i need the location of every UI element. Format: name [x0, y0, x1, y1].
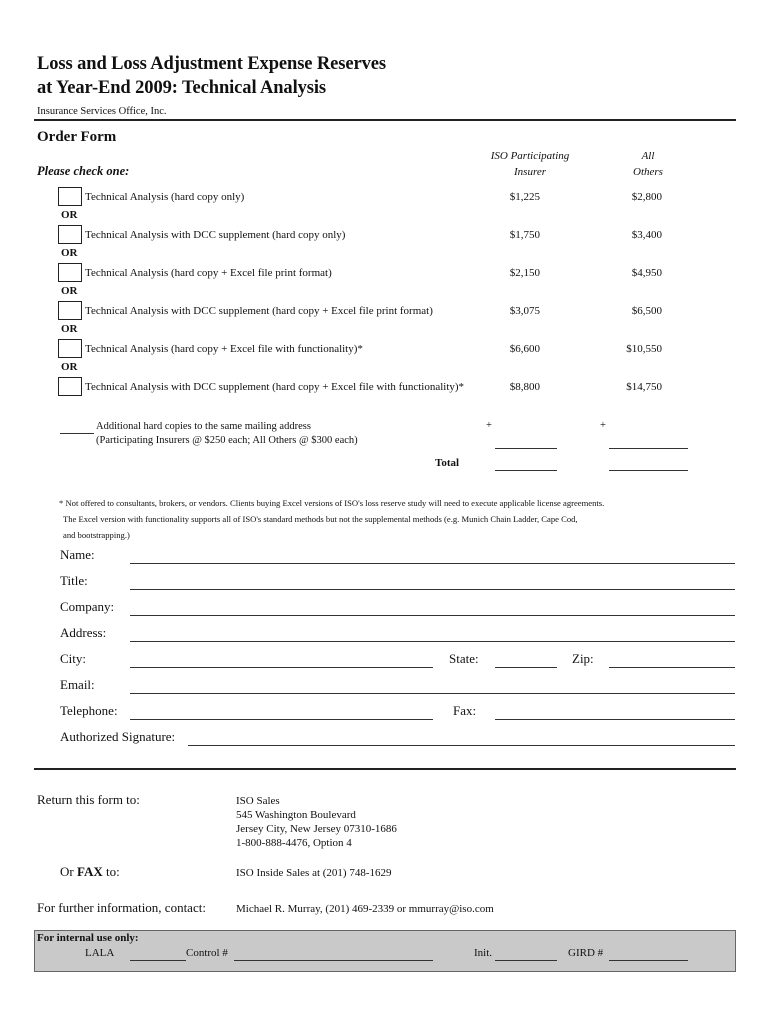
option-price-all-1: $2,800: [631, 191, 662, 203]
option-price-iso-1: $1,225: [509, 191, 540, 203]
gird-label: GIRD #: [568, 947, 604, 959]
signature-field[interactable]: [188, 731, 735, 746]
col-header-iso-line1: ISO Participating: [490, 150, 570, 162]
lala-line[interactable]: [130, 960, 186, 961]
return-address-line-4: 1-800-888-4476, Option 4: [236, 837, 352, 849]
title-line-1: Loss and Loss Adjustment Expense Reserves: [37, 54, 386, 74]
name-label: Name:: [60, 547, 95, 562]
plus-sign-iso: +: [486, 420, 492, 431]
option-label-2: Technical Analysis with DCC supplement (hard copy only): [85, 229, 346, 241]
option-price-all-6: $14,750: [626, 381, 662, 393]
title-field[interactable]: [130, 575, 735, 590]
col-header-all-line1: All: [641, 150, 655, 162]
option-checkbox-3[interactable]: [58, 263, 82, 282]
zip-field[interactable]: [609, 653, 735, 668]
fax-to-label: [60, 864, 120, 880]
option-label-1: Technical Analysis (hard copy only): [85, 191, 245, 203]
return-address-line-3: Jersey City, New Jersey 07310-1686: [236, 823, 397, 835]
or-separator-3: OR: [61, 285, 78, 297]
option-checkbox-4[interactable]: [58, 301, 82, 320]
info-label: For further information, contact:: [37, 900, 206, 915]
telephone-label: Telephone:: [60, 703, 118, 718]
internal-use-title: For internal use only:: [37, 932, 139, 944]
telephone-field[interactable]: [130, 705, 433, 720]
option-price-all-4: $6,500: [631, 305, 662, 317]
company-label: Company:: [60, 599, 115, 614]
contact-divider: [34, 768, 736, 770]
fax-to-suffix: to:: [102, 864, 120, 879]
additional-iso-line[interactable]: [495, 448, 557, 449]
company-field[interactable]: [130, 601, 735, 616]
email-field[interactable]: [130, 679, 735, 694]
option-price-all-2: $3,400: [631, 229, 662, 241]
name-field[interactable]: [130, 549, 735, 564]
city-field[interactable]: [130, 653, 433, 668]
col-header-all-line2: Others: [633, 166, 663, 178]
total-all-line[interactable]: [609, 470, 688, 471]
option-price-iso-3: $2,150: [509, 267, 540, 279]
document-title: [37, 52, 386, 100]
option-label-5: Technical Analysis (hard copy + Excel file with functionality)*: [85, 343, 363, 355]
fax-field[interactable]: [495, 705, 735, 720]
return-address: [236, 794, 397, 850]
email-label: Email:: [60, 677, 95, 692]
additional-copies-text: [96, 420, 358, 448]
fax-to-value: ISO Inside Sales at (201) 748-1629: [236, 867, 392, 879]
total-label: Total: [435, 457, 460, 469]
gird-line[interactable]: [609, 960, 688, 961]
additional-all-line[interactable]: [609, 448, 688, 449]
footnote-line-2: The Excel version with functionality supports all of ISO's standard methods but not the supplemental methods (e.g. Munich Chain Ladder, Cape Cod,: [63, 514, 578, 524]
return-address-line-2: 545 Washington Boulevard: [236, 809, 356, 821]
title-label: Title:: [60, 573, 88, 588]
option-price-all-3: $4,950: [631, 267, 662, 279]
option-label-3: Technical Analysis (hard copy + Excel file print format): [85, 267, 332, 279]
or-separator-2: OR: [61, 247, 78, 259]
fax-label: Fax:: [453, 703, 477, 718]
option-checkbox-2[interactable]: [58, 225, 82, 244]
col-header-iso-line2: Insurer: [514, 166, 546, 178]
info-value: Michael R. Murray, (201) 469-2339 or mmurray@iso.com: [236, 903, 494, 915]
additional-line-1: Additional hard copies to the same mailing address: [96, 421, 311, 432]
option-price-iso-2: $1,750: [509, 229, 540, 241]
fax-to-prefix: Or: [60, 864, 77, 879]
signature-label: Authorized Signature:: [60, 729, 176, 744]
option-checkbox-6[interactable]: [58, 377, 82, 396]
plus-sign-all: +: [600, 420, 606, 431]
option-price-iso-5: $6,600: [509, 343, 540, 355]
return-label: Return this form to:: [37, 792, 140, 807]
internal-use-box: [34, 930, 736, 972]
init-line[interactable]: [495, 960, 557, 961]
option-price-iso-6: $8,800: [509, 381, 540, 393]
or-separator-1: OR: [61, 209, 78, 221]
address-field[interactable]: [130, 627, 735, 642]
city-label: City:: [60, 651, 87, 666]
state-field[interactable]: [495, 653, 557, 668]
state-label: State:: [449, 651, 479, 666]
publisher: Insurance Services Office, Inc.: [37, 106, 167, 117]
additional-line-2: (Participating Insurers @ $250 each; All Others @ $300 each): [96, 435, 358, 446]
option-price-iso-4: $3,075: [509, 305, 540, 317]
init-label: Init.: [474, 947, 493, 959]
additional-qty-line[interactable]: [60, 433, 94, 434]
option-label-4: Technical Analysis with DCC supplement (hard copy + Excel file print format): [85, 305, 433, 317]
option-price-all-5: $10,550: [626, 343, 662, 355]
footnote-line-3: and bootstrapping.): [63, 530, 130, 540]
order-form-title: Order Form: [37, 129, 117, 145]
header-divider: [34, 119, 736, 121]
zip-label: Zip:: [572, 651, 594, 666]
col-header-all: [608, 148, 688, 180]
address-label: Address:: [60, 625, 107, 640]
title-line-2: at Year-End 2009: Technical Analysis: [37, 78, 327, 98]
instruction-text: Please check one:: [37, 164, 130, 178]
or-separator-5: OR: [61, 361, 78, 373]
fax-to-bold: FAX: [76, 864, 103, 879]
or-separator-4: OR: [61, 323, 78, 335]
lala-label: LALA: [85, 947, 115, 959]
total-iso-line[interactable]: [495, 470, 557, 471]
control-line[interactable]: [234, 960, 433, 961]
return-address-line-1: ISO Sales: [236, 795, 280, 807]
col-header-iso: [470, 148, 590, 180]
option-checkbox-1[interactable]: [58, 187, 82, 206]
footnote-line-1: * Not offered to consultants, brokers, or vendors. Clients buying Excel versions of ISO's loss reserve study will need to execute applicable license agreements.: [59, 498, 605, 508]
footnote: [59, 495, 719, 543]
option-checkbox-5[interactable]: [58, 339, 82, 358]
control-label: Control #: [186, 947, 228, 959]
option-label-6: Technical Analysis with DCC supplement (hard copy + Excel file with functionality)*: [85, 381, 465, 393]
